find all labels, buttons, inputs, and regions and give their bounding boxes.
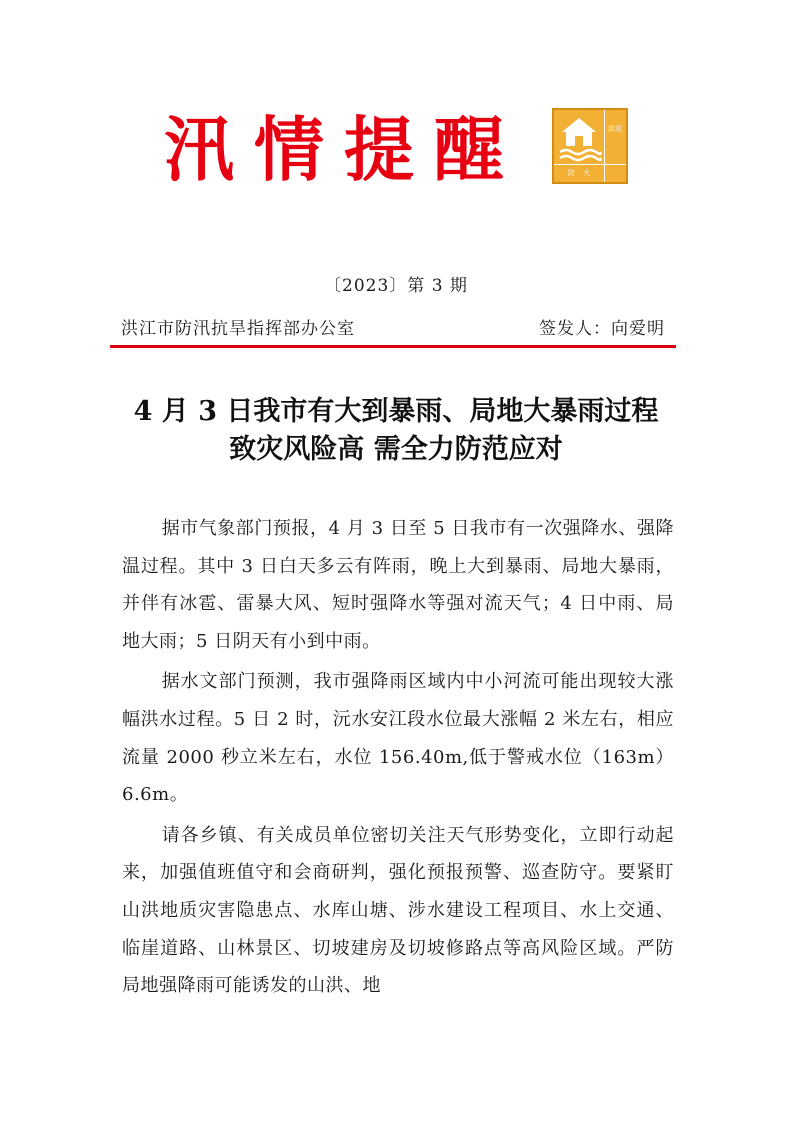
body-text (122, 510, 674, 1005)
headline (100, 393, 692, 469)
headline-line-1: 4 月 3 日我市有大到暴雨、局地大暴雨过程 (133, 396, 659, 427)
masthead (0, 108, 792, 198)
issuer-row (117, 314, 675, 340)
masthead-title: 汛情提醒 (164, 108, 524, 191)
badge-text-bottom: 防大 (568, 169, 598, 177)
paragraph-instructions: 请各乡镇、有关成员单位密切关注天气形势变化，立即行动起来，加强值班值守和会商研判，强化预报预警、巡查防守。要紧盯山洪地质灾害隐患点、水库山塘、涉水建设工程项目、水上交通、临崖道路、山林景区、切坡建房及切坡修路点等高风险区域。严防局地强降雨可能诱发的山洪、地 (122, 824, 674, 997)
issue-number: 〔2023〕第 3 期 (324, 276, 468, 296)
signer: 签发人：向爱明 (539, 319, 665, 339)
paragraph-forecast: 据市气象部门预报，4 月 3 日至 5 日我市有一次强降水、强降温过程。其中 3 日白天多云有阵雨，晚上大到暴雨、局地大暴雨，并伴有冰雹、雷暴大风、短时强降水等强对流天气；4 日中雨、局地大雨；5 日阴天有小到中雨。 (122, 518, 674, 652)
badge-text-right: 洪汛 (608, 125, 622, 133)
house-flood-icon (554, 110, 604, 164)
badge-divider (554, 164, 626, 165)
headline-line-2: 致灾风险高 需全力防范应对 (229, 434, 563, 465)
flood-warning-badge (552, 108, 628, 184)
paragraph-hydrology: 据水文部门预测，我市强降雨区域内中小河流可能出现较大涨幅洪水过程。5 日 2 时，沅水安江段水位最大涨幅 2 米左右，相应流量 2000 秒立米左右，水位 156.40m,低于警戒水位（163m）6.6m。 (122, 671, 674, 806)
red-divider (110, 345, 676, 348)
issuer-office: 洪江市防汛抗旱指挥部办公室 (121, 319, 355, 339)
